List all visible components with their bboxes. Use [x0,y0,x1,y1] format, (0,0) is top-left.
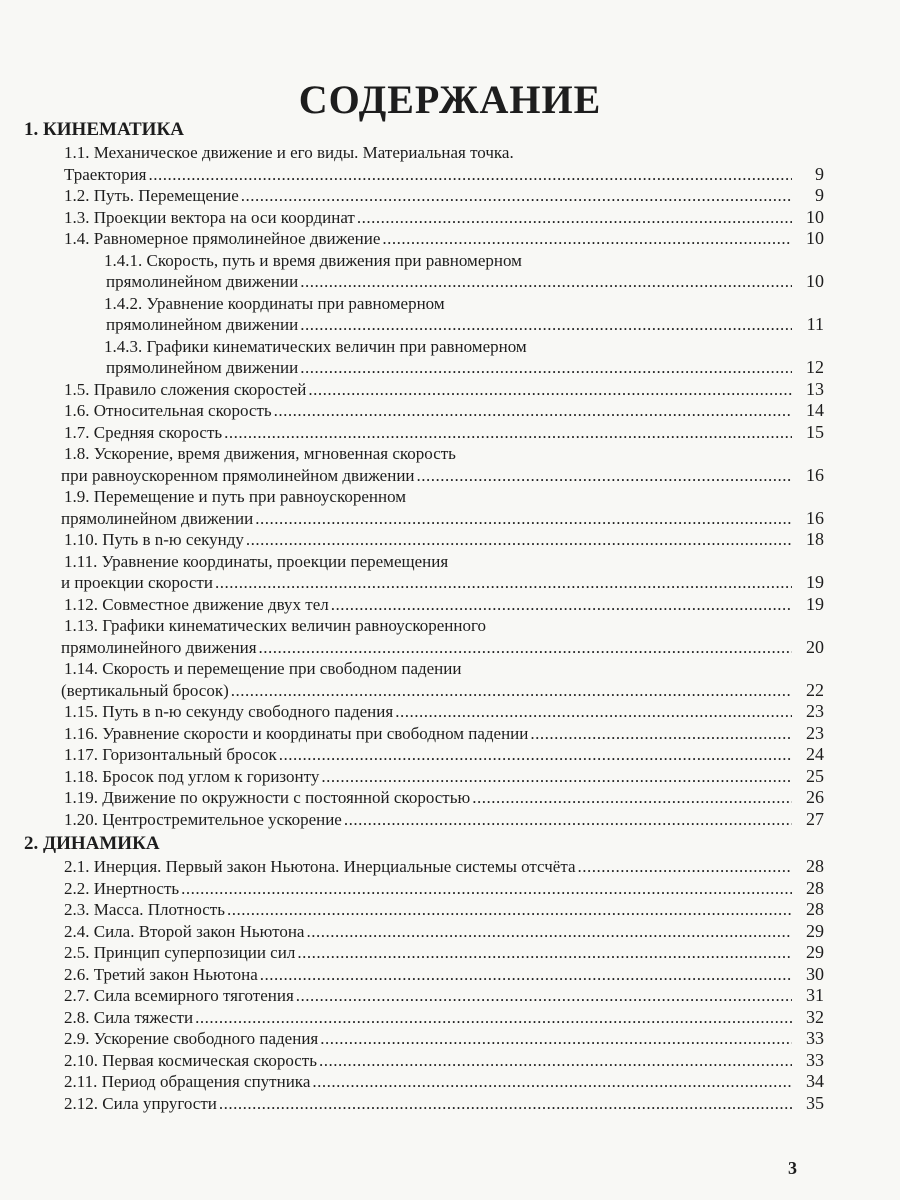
toc-entry-page: 14 [806,400,824,420]
toc-entry-title: 1.10. Путь в n-ю секунду [64,530,244,549]
toc-entry-page: 9 [815,163,824,184]
toc-entry-title: и проекции скорости [61,573,213,592]
toc-entry[interactable] [24,809,824,831]
toc-entry-title: 1.2. Путь. Перемещение [64,186,239,205]
dot-leader [395,701,792,723]
dot-leader [308,379,792,401]
dot-leader [306,921,792,943]
toc-entry[interactable] [24,293,824,336]
toc-entry-title: Траектория [64,164,147,184]
toc-entry-title-first-line: 1.4.2. Уравнение координаты при равномерном [104,293,445,313]
toc-entry-page: 16 [806,507,824,528]
toc-entry-title-first-line: 1.1. Механическое движение и его виды. Материальная точка. [64,143,514,162]
dot-leader [195,1007,792,1029]
toc-entry-page: 35 [806,1092,824,1113]
dot-leader [241,185,792,207]
toc-entry[interactable] [24,899,824,921]
dot-leader [296,985,792,1007]
toc-entry-page: 29 [806,942,824,962]
toc-entry-title: 1.5. Правило сложения скоростей [64,379,307,399]
toc-entry-title: 2.6. Третий закон Ньютона [64,964,258,984]
toc-entry[interactable] [24,486,824,529]
toc-entry-page: 23 [806,722,824,743]
toc-entry-page: 25 [806,765,824,786]
toc-entry-title: 1.15. Путь в n-ю секунду свободного падения [64,702,394,721]
toc-entry-title: 1.3. Проекции вектора на оси координат [64,207,355,227]
toc-entry[interactable] [24,1093,824,1115]
toc-entry-page: 28 [806,856,824,876]
dot-leader [259,637,792,659]
toc-entry-page: 23 [806,701,824,721]
toc-entry-page: 20 [806,636,824,657]
toc-entry-title: (вертикальный бросок) [61,680,229,700]
dot-leader [219,1093,792,1115]
page-number: 3 [788,1158,797,1178]
toc-entry[interactable] [24,878,824,900]
toc-entry-title: 2.8. Сила тяжести [64,1007,194,1027]
dot-leader [181,878,792,900]
dot-leader [472,787,792,809]
toc-entry[interactable] [24,250,824,293]
dot-leader [149,164,793,186]
toc-entry-title: прямолинейном движении [61,508,254,528]
dot-leader [300,357,792,379]
toc-entry-title: 2.9. Ускорение свободного падения [64,1029,319,1048]
toc-entry[interactable] [24,228,824,250]
toc-entry-page: 31 [806,985,824,1005]
toc-entry-title: прямолинейного движения [61,637,257,657]
toc-entry[interactable] [24,400,824,422]
toc-entry[interactable] [24,1028,824,1050]
toc-entry-title: 2.10. Первая космическая скорость [64,1050,317,1070]
dot-leader [357,207,792,229]
toc-entry[interactable] [24,1050,824,1072]
toc-entry-title: прямолинейном движении [106,272,299,291]
dot-leader [530,723,792,745]
toc-entry[interactable] [24,658,824,701]
dot-leader [227,899,792,921]
toc-entry[interactable] [24,336,824,379]
toc-title: СОДЕРЖАНИЕ [298,77,602,122]
dot-leader [231,680,792,702]
toc-entry-page: 19 [806,572,824,592]
toc-entry[interactable] [24,942,824,964]
toc-entry[interactable] [24,379,824,401]
toc-entry-page: 27 [806,808,824,829]
dot-leader [300,314,792,336]
toc-entry-page: 24 [806,744,824,764]
toc-entry[interactable] [24,185,824,207]
toc-entry-page: 15 [806,421,824,442]
toc-entry[interactable] [24,615,824,658]
section-heading: 2. ДИНАМИКА [24,833,160,854]
toc-entry-page: 19 [806,593,824,614]
toc-entry-title: 2.4. Сила. Второй закон Ньютона [64,921,305,941]
toc-entry-title: 2.11. Период обращения спутника [64,1072,311,1091]
dot-leader [255,508,792,530]
dot-leader [417,465,792,487]
toc-entry[interactable] [24,1007,824,1029]
toc-entry-page: 33 [806,1049,824,1070]
toc-entry-title-first-line: 1.8. Ускорение, время движения, мгновенная скорость [64,444,456,463]
toc-entry-page: 12 [806,357,824,377]
dot-leader [224,422,792,444]
toc-entry-title-first-line: 1.11. Уравнение координаты, проекции перемещения [64,551,449,571]
dot-leader [215,572,792,594]
toc-entry-page: 10 [806,271,824,291]
toc-entry[interactable] [24,443,824,486]
section-heading: 1. КИНЕМАТИКА [24,119,184,140]
dot-leader [382,228,792,250]
toc-entry-title: прямолинейном движении [106,315,299,334]
toc-entry-page: 22 [806,679,824,700]
toc-entry-page: 16 [806,464,824,485]
toc-entry-page: 32 [806,1006,824,1027]
toc-entry-title: 1.7. Средняя скорость [64,422,223,442]
toc-entry[interactable] [24,921,824,943]
dot-leader [246,529,792,551]
toc-entry-page: 10 [806,206,824,227]
toc-entry-title: 1.18. Бросок под углом к горизонту [64,766,320,786]
toc-entry-title-first-line: 1.14. Скорость и перемещение при свободном падении [64,659,462,678]
toc-entry-page: 11 [806,314,824,334]
toc-entry[interactable] [24,985,824,1007]
toc-entry[interactable] [24,207,824,229]
dot-leader [279,744,792,766]
toc-entry-page: 9 [815,185,824,205]
toc-entry-title: 1.16. Уравнение скорости и координаты при свободном падении [64,723,529,743]
dot-leader [274,400,792,422]
toc-entry-page: 26 [806,787,824,807]
dot-leader [578,856,792,878]
dot-leader [319,1050,792,1072]
dot-leader [312,1071,792,1093]
toc-entry-title-first-line: 1.4.3. Графики кинематических величин при равномерном [104,336,527,356]
toc-entry-page: 13 [806,378,824,399]
toc-entry[interactable] [24,723,824,745]
toc-entry[interactable] [24,744,824,766]
toc-entry-page: 18 [806,529,824,549]
toc-entry-title: 2.1. Инерция. Первый закон Ньютона. Инерциальные системы отсчёта [64,857,576,876]
toc-entry-title: 1.6. Относительная скорость [64,401,272,420]
toc-entry-title: 1.17. Горизонтальный бросок [64,745,277,764]
toc-entry-title: 1.20. Центростремительное ускорение [64,809,342,829]
toc-entry-page: 33 [806,1028,824,1048]
toc-entry[interactable] [24,594,824,616]
toc-entry-page: 10 [806,228,824,248]
toc-entry-title-first-line: 1.4.1. Скорость, путь и время движения при равномерном [104,250,522,270]
toc-entry[interactable] [24,701,824,723]
toc-entry[interactable] [24,964,824,986]
toc-entry-title: 2.7. Сила всемирного тяготения [64,986,294,1005]
dot-leader [320,1028,792,1050]
toc-entry-title-first-line: 1.9. Перемещение и путь при равноускоренном [64,487,407,506]
toc-entry[interactable] [24,766,824,788]
toc-entry[interactable] [24,142,824,185]
table-of-contents [24,118,824,1114]
toc-entry[interactable] [24,1071,824,1093]
toc-entry-title-first-line: 1.13. Графики кинематических величин равноускоренного [64,616,487,635]
toc-entry[interactable] [24,422,824,444]
toc-entry-title: 2.5. Принцип суперпозиции сил [64,943,296,962]
toc-entry-page: 28 [806,899,824,919]
toc-entry-page: 29 [806,920,824,941]
toc-entry[interactable] [24,551,824,594]
toc-entry[interactable] [24,856,824,878]
toc-entry-title: при равноускоренном прямолинейном движении [61,465,415,485]
toc-entry-title: 1.4. Равномерное прямолинейное движение [64,229,381,248]
toc-entry-title: 1.12. Совместное движение двух тел [64,594,329,614]
dot-leader [297,942,792,964]
toc-entry-page: 34 [806,1071,824,1091]
toc-entry-page: 30 [806,963,824,984]
toc-entry-title: 2.3. Масса. Плотность [64,900,225,919]
dot-leader [300,271,792,293]
dot-leader [321,766,792,788]
dot-leader [260,964,792,986]
toc-entry[interactable] [24,787,824,809]
toc-entry[interactable] [24,529,824,551]
toc-entry-title: 2.12. Сила упругости [64,1093,217,1113]
toc-entry-title: 1.19. Движение по окружности с постоянной скоростью [64,788,471,807]
toc-entry-page: 28 [806,877,824,898]
toc-entry-title: 2.2. Инертность [64,878,180,898]
dot-leader [344,809,792,831]
toc-entry-title: прямолинейном движении [106,358,299,377]
dot-leader [331,594,792,616]
